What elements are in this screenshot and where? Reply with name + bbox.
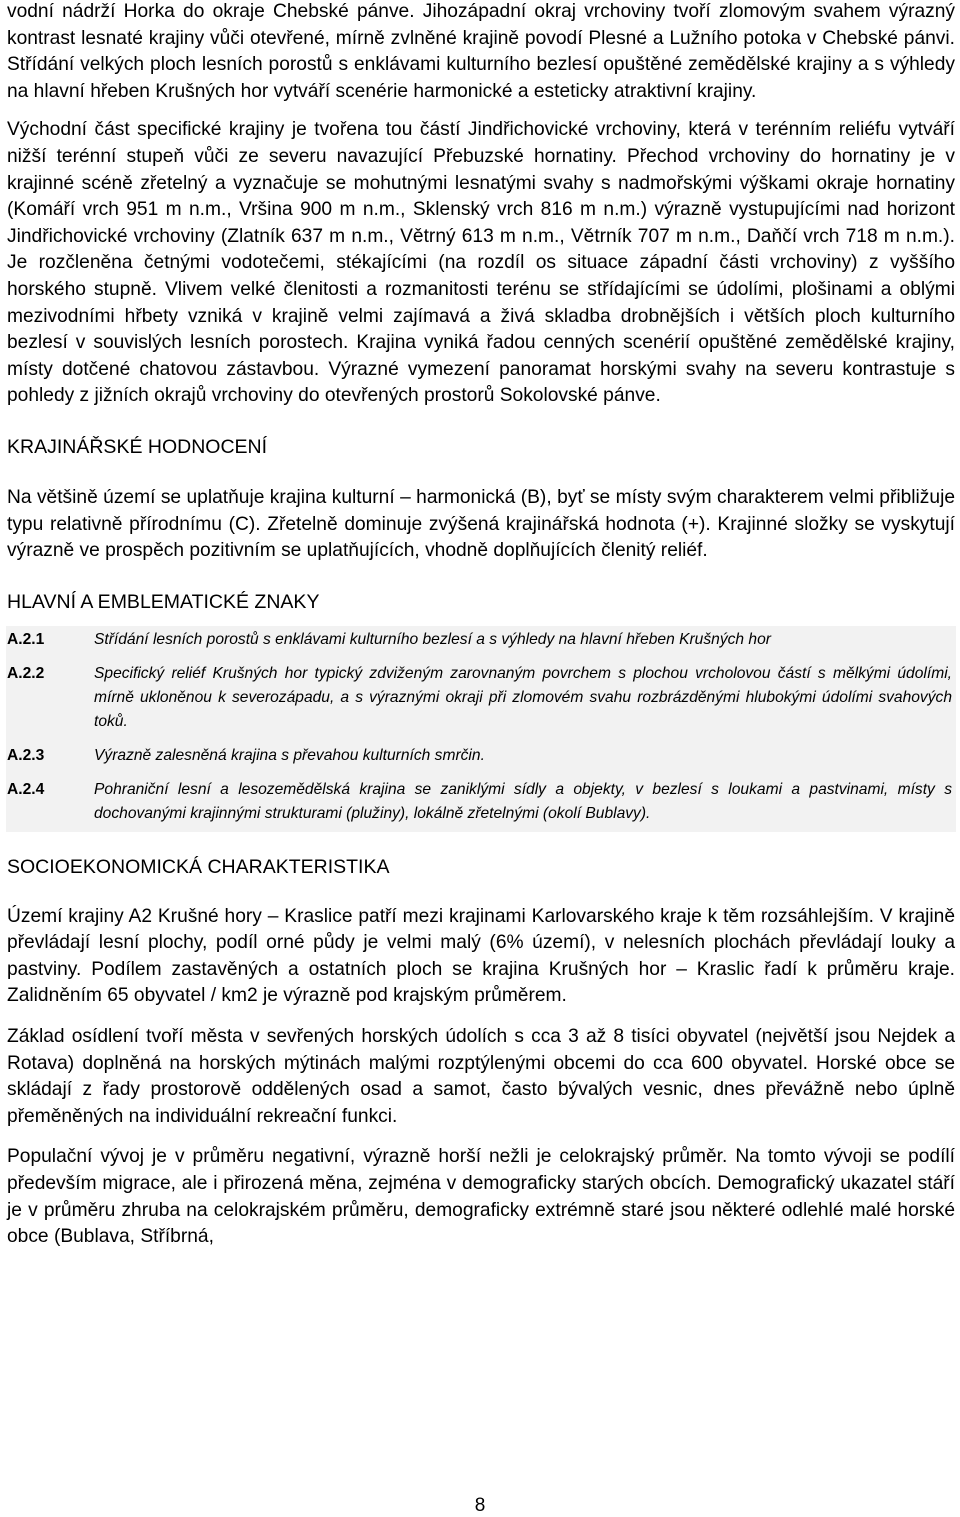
emblem-code: A.2.1 [7, 630, 45, 648]
paragraph-landscape-evaluation: Na většině území se uplatňuje krajina kulturní – harmonická (B), byť se místy svým charakterem velmi přibližuje typu relativně přírodnímu (C). Zřetelně dominuje zvýšená krajinářská hodnota (+). Krajinné složky se vyskytují výrazně ve prospěch pozitivním se uplatňujících, vhodně doplňujících členitý reliéf. [7, 486, 955, 562]
paragraph-settlement: Základ osídlení tvoří města v sevřených horských údolích s cca 3 až 8 tisíci obyvatel (největší jsou Nejdek a Rotava) doplněná na horských mýtinách malými rozptýlenými obcemi do cca 600 obyvatel. Horské obce se skládají z řady prostorově oddělených osad a samot, často bývalých vesnic, dnes převážně nebo úplně přeměněných na individuální rekreační funkci. [7, 1026, 955, 1127]
page-number: 8 [474, 1495, 486, 1516]
emblem-text: Střídání lesních porostů s enklávami kulturního bezlesí a s výhledy na hlavní hřeben Krušných hor [94, 630, 771, 648]
heading-emblematic-features: HLAVNÍ A EMBLEMATICKÉ ZNAKY [7, 590, 320, 613]
emblem-text: Specifický reliéf Krušných hor typický zdviženým zarovnaným povrchem s plochou vrcholovou částí s mělkými údolími, mírně ukloněnou k severozápadu, a s výraznými okraji při zlomovém svahu rozbrázděnými hlubokými údolími svahových toků. [94, 664, 952, 730]
emblem-text: Pohraniční lesní a lesozemědělská krajina se zaniklými sídly a objekty, v bezlesí s loukami a pastvinami, místy s dochovanými krajinnými strukturami (plužiny), lokálně zřetelnými (okolí Bublavy). [94, 780, 952, 822]
emblem-code: A.2.2 [7, 664, 45, 682]
emblem-code: A.2.4 [7, 780, 45, 798]
paragraph-eastern-part: Východní část specifické krajiny je tvořena tou částí Jindřichovické vrchoviny, která v terénním reliéfu vytváří nižší terénní stupeň vůči ze severu navazující Přebuzské hornatiny. Přechod vrchoviny do hornatiny je v krajinné scéně zřetelný a vyznačuje se mohutnými lesnatými svahy s nadmořskými výškami okraje hornatiny (Komáří vrch 951 m n.m., Vršina 900 m n.m., Sklenský vrch 816 m n.m.) výrazně vystupujícími nad horizont Jindřichovické vrchoviny (Zlatník 637 m n.m., Větrný 613 m n.m., Větrník 707 m n.m., Daňčí vrch 718 m n.m.). Je rozčleněna četnými vodotečemi, stékajícími (na rozdíl os situace západní části vrchoviny) z vyššího horského stupně. Vlivem velké členitosti a rozmanitosti terénu se střídajícími se údolími, plošinami a oblými mezivodními hřbety vzniká v krajině velmi zajímavá a živá skladba drobnějších i větších ploch kulturního bezlesí v souvislých lesních porostech. Krajina vyniká řadou cenných scenérií opuštěné zemědělské krajiny, místy dotčené chatovou zástavbou. Výrazné vymezení panoramat horskými svahy na severu kontrastuje s pohledy z jižních okrajů vrchoviny do otevřených prostorů Sokolovské pánve. [7, 119, 955, 407]
emblem-row [6, 778, 956, 826]
paragraph-territory: Území krajiny A2 Krušné hory – Kraslice patří mezi krajinami Karlovarského kraje k těm rozsáhlejším. V krajině převládají lesní plochy, podíl orné půdy je velmi malý (6% území), v nelesních plochách převládají louky a pastviny. Podílem zastavěných a ostatních ploch se krajina Krušných hor – Kraslic řadí k průměru kraje. Zalidněním 65 obyvatel / km2 je výrazně pod krajským průměrem. [7, 905, 955, 1007]
emblem-row [6, 744, 956, 768]
emblem-table [6, 626, 956, 832]
heading-socioeconomic: SOCIOEKONOMICKÁ CHARAKTERISTIKA [7, 855, 390, 878]
emblem-text: Výrazně zalesněná krajina s převahou kulturních smrčin. [94, 746, 485, 764]
emblem-row [6, 628, 956, 652]
paragraph-horka-intro: vodní nádrží Horka do okraje Chebské pánve. Jihozápadní okraj vrchoviny tvoří zlomovým svahem výrazný kontrast lesnaté krajiny vůči otevřené, mírně zvlněné krajině povodí Plesné a Lužního potoka v Chebské pánvi. Střídání velkých ploch lesních porostů s enklávami kulturního bezlesí opuštěné zemědělské krajiny a s výhledy na hlavní hřeben Krušných hor vytváří scenérie harmonické a esteticky atraktivní krajiny. [7, 1, 955, 102]
emblem-row [6, 662, 956, 734]
emblem-code: A.2.3 [7, 746, 45, 764]
paragraph-population: Populační vývoj je v průměru negativní, výrazně horší nežli je celokrajský průměr. Na tomto vývoji se podílí především migrace, ale i přirozená měna, zejména v demograficky starých obcích. Demografický ukazatel stáří je v průměru zhruba na celokrajském průměru, demograficky extrémně staré jsou některé odlehlé malé horské obce (Bublava, Stříbrná, [7, 1146, 955, 1248]
heading-landscape-evaluation: KRAJINÁŘSKÉ HODNOCENÍ [7, 435, 268, 458]
document-page [7, 0, 955, 1251]
